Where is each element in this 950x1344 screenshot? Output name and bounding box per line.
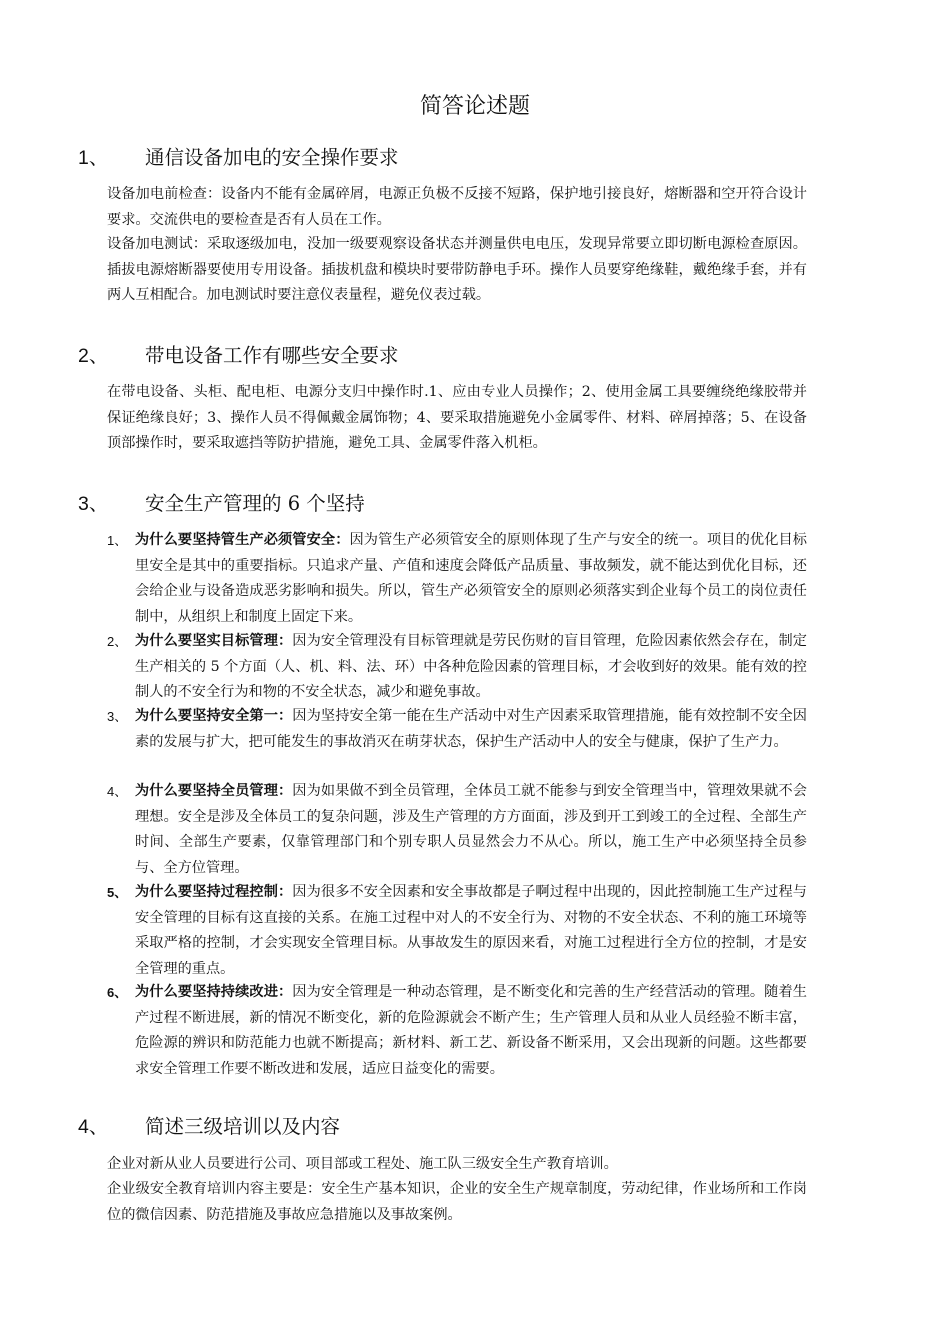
section-3-item-2 — [107, 629, 807, 706]
section-4-number: 4、 — [78, 1116, 109, 1138]
item-5-text: 因为很多不安全因素和安全事故都是子啊过程中出现的，因此控制施工生产过程与安全管理的目标有这直接的关系。在施工过程中对人的不安全行为、对物的不安全状态、不利的施工环境等采取严格的控制，才会实现安全管理目标。从事故发生的原因来看，对施工过程进行全方位的控制，才是安全管理的重点。 — [135, 884, 807, 977]
section-3-item-1 — [107, 528, 807, 630]
section-3-number: 3、 — [78, 493, 109, 515]
section-2-number: 2、 — [78, 345, 109, 367]
section-4-paragraph-2: 企业级安全教育培训内容主要是：安全生产基本知识，企业的安全生产规章制度，劳动纪律，作业场所和工作岗位的微信因素、防范措施及事故应急措施以及事故案例。 — [107, 1181, 807, 1223]
item-6-lead: 为什么要坚持持续改进： — [135, 984, 293, 1000]
section-4-paragraph-1: 企业对新从业人员要进行公司、项目部或工程处、施工队三级安全生产教育培训。 — [107, 1156, 618, 1172]
item-5-lead: 为什么要坚持过程控制： — [135, 884, 293, 900]
item-3-lead: 为什么要坚持安全第一： — [135, 708, 293, 724]
item-1-number: 1、 — [107, 533, 128, 548]
item-4-text: 因为如果做不到全员管理，全体员工就不能参与到安全管理当中，管理效果就不会理想。安全是涉及全体员工的复杂问题，涉及生产管理的方方面面，涉及到开工到竣工的全过程、全部生产时间、全部生产要素，仅靠管理部门和个别专职人员显然会力不从心。所以，施工生产中必须坚持全员参与、全方位管理。 — [135, 783, 807, 876]
item-1-text: 因为管生产必须管安全的原则体现了生产与安全的统一。项目的优化目标里安全是其中的重要指标。只追求产量、产值和速度会降低产品质量、事故频发，就不能达到优化目标，还会给企业与设备造成恶劣影响和损失。所以，管生产必须管安全的原则必须落实到企业每个员工的岗位责任制中，从组织上和制度上固定下来。 — [135, 532, 807, 625]
section-1-number: 1、 — [78, 147, 109, 169]
section-3-title: 安全生产管理的 6 个坚持 — [145, 492, 365, 515]
section-1-paragraph-2: 设备加电测试：采取逐级加电，没加一级要观察设备状态并测量供电电压，发现异常要立即切断电源检查原因。插拔电源熔断器要使用专用设备。插拔机盘和模块时要带防静电手环。操作人员要穿绝缘鞋，戴绝缘手套，并有两人互相配合。加电测试时要注意仪表量程，避免仪表过载。 — [107, 236, 807, 303]
section-3-item-4 — [107, 779, 807, 881]
section-2-paragraph-1: 在带电设备、头柜、配电柜、电源分支归中操作时.1、应由专业人员操作；2、使用金属工具要缠绕绝缘胶带并保证绝缘良好；3、操作人员不得佩戴金属饰物；4、要采取措施避免小金属零件、材料、碎屑掉落；5、在设备顶部操作时，要采取遮挡等防护措施，避免工具、金属零件落入机柜。 — [107, 384, 807, 451]
section-1-title: 通信设备加电的安全操作要求 — [145, 146, 399, 169]
item-4-lead: 为什么要坚持全员管理： — [135, 783, 293, 799]
section-3-item-5 — [107, 880, 807, 982]
item-1-lead: 为什么要坚持管生产必须管安全： — [135, 532, 350, 548]
item-2-text: 因为安全管理没有目标管理就是劳民伤财的盲目管理，危险因素依然会存在，制定生产相关的 5 个方面（人、机、料、法、环）中各种危险因素的管理目标，才会收到好的效果。能有效的控制人的不安全行为和物的不安全状态，减少和避免事故。 — [135, 633, 807, 700]
item-2-lead: 为什么要坚实目标管理： — [135, 633, 293, 649]
section-4-heading — [78, 1113, 838, 1141]
item-3-number: 3、 — [107, 709, 128, 724]
item-3-text: 因为坚持安全第一能在生产活动中对生产因素采取管理措施，能有效控制不安全因素的发展与扩大，把可能发生的事故消灭在萌芽状态，保护生产活动中人的安全与健康，保护了生产力。 — [135, 708, 807, 750]
section-1-paragraph-1: 设备加电前检查：设备内不能有金属碎屑，电源正负极不反接不短路，保护地引接良好，熔断器和空开符合设计要求。交流供电的要检查是否有人员在工作。 — [107, 186, 807, 228]
section-3-item-3 — [107, 704, 807, 755]
item-2-number: 2、 — [107, 634, 128, 649]
section-4-title: 简述三级培训以及内容 — [145, 1115, 341, 1138]
item-4-number: 4、 — [107, 784, 128, 799]
section-2-title: 带电设备工作有哪些安全要求 — [145, 344, 399, 367]
item-5-number: 5、 — [107, 885, 128, 900]
section-1-heading — [78, 144, 838, 172]
section-3-item-6 — [107, 980, 807, 1082]
section-3-heading — [78, 490, 838, 518]
item-6-number: 6、 — [107, 985, 128, 1000]
item-6-text: 因为安全管理是一种动态管理，是不断变化和完善的生产经营活动的管理。随着生产过程不断进展，新的情况不断变化，新的危险源就会不断产生；生产管理人员和从业人员经验不断丰富，危险源的辨识和防范能力也就不断提高；新材料、新工艺、新设备不断采用，又会出现新的问题。这些都要求安全管理工作要不断改进和发展，适应日益变化的需要。 — [135, 984, 807, 1077]
section-2-heading — [78, 342, 838, 370]
document-title: 简答论述题 — [419, 94, 530, 119]
